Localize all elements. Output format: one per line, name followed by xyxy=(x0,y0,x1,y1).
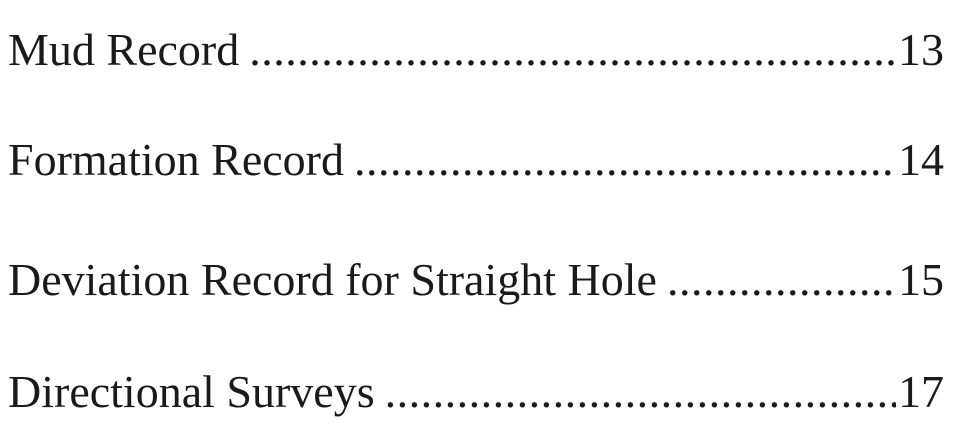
dot-leader xyxy=(667,252,896,308)
toc-entry-page-number: 13 xyxy=(898,24,944,75)
dot-leader xyxy=(354,132,896,188)
dot-leader xyxy=(385,364,896,420)
toc-entry-mud-record xyxy=(8,22,944,78)
toc-entry-page-number: 14 xyxy=(898,134,944,185)
toc-entry-page-number: 15 xyxy=(898,254,944,305)
toc-entry-title: Directional Surveys xyxy=(8,366,375,417)
toc-entry-directional-surveys xyxy=(8,364,944,420)
toc-entry-title: Formation Record xyxy=(8,134,344,185)
toc-entry-deviation-record xyxy=(8,252,944,308)
toc-entry-title: Mud Record xyxy=(8,24,240,75)
toc-entry-page-number: 17 xyxy=(898,366,944,417)
toc-entry-title: Deviation Record for Straight Hole xyxy=(8,254,657,305)
toc-entry-formation-record xyxy=(8,132,944,188)
dot-leader xyxy=(249,22,896,78)
